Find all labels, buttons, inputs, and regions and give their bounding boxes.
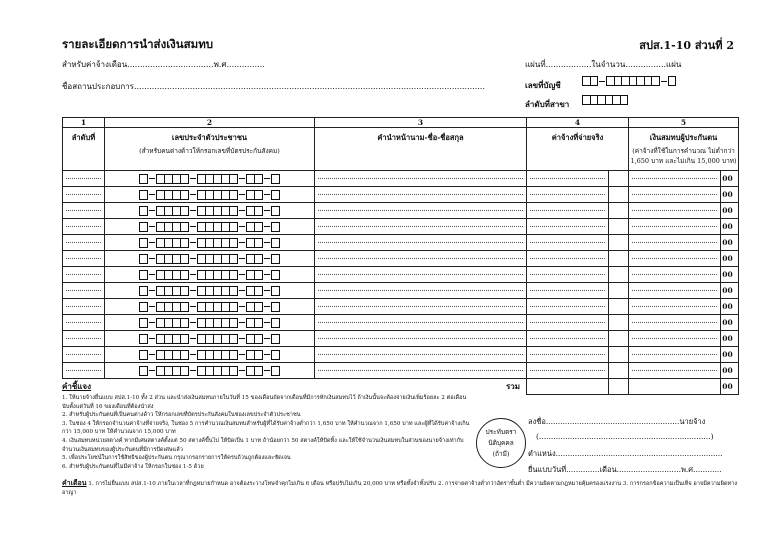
warning-block <box>62 478 738 498</box>
col-number: 2 <box>105 118 315 128</box>
header-id <box>105 128 315 171</box>
account-no-label: เลขที่บัญชี <box>525 80 561 90</box>
warning-text: 1. การไม่ยื่นแบบ สปส.1-10 ภายในเวลาที่กฎหมายกำหนด อาจต้องระวางโทษจำคุกไม่เกิน 6 เดือน หรือปรับไม่เกิน 20,000 บาท หรือทั้งจำทั้งปรับ 2. การจ่ายค่าจ้างต่ำกว่าอัตราขั้นต่ำ มีความผิดตามกฎหมายคุ้มครองแรงงาน 3. การกรอกข้อความเป็นเท็จ อาจมีความผิดทางอาญา <box>62 481 738 496</box>
name-cell[interactable] <box>315 283 527 299</box>
table-row <box>63 171 739 187</box>
contribution-cell[interactable] <box>629 363 721 379</box>
table-row <box>63 315 739 331</box>
wage-cell[interactable] <box>527 363 609 379</box>
name-cell[interactable] <box>315 171 527 187</box>
contribution-cents: 00 <box>721 187 739 203</box>
header-wage: ค่าจ้างที่จ่ายจริง <box>527 128 629 171</box>
id-cell[interactable] <box>105 251 315 267</box>
table-row <box>63 363 739 379</box>
col-number: 3 <box>315 118 527 128</box>
header-name: คำนำหน้านาม-ชื่อ-ชื่อสกุล <box>315 128 527 171</box>
table-row <box>63 203 739 219</box>
name-cell[interactable] <box>315 363 527 379</box>
name-cell[interactable] <box>315 315 527 331</box>
wage-cell[interactable] <box>527 235 609 251</box>
name-cell[interactable] <box>315 251 527 267</box>
id-cell[interactable] <box>105 363 315 379</box>
wage-satang-cell[interactable] <box>609 315 629 331</box>
contribution-cents: 00 <box>721 283 739 299</box>
wage-satang-cell[interactable] <box>609 267 629 283</box>
wage-satang-cell[interactable] <box>609 363 629 379</box>
wage-cell[interactable] <box>527 347 609 363</box>
id-cell[interactable] <box>105 235 315 251</box>
col-number: 1 <box>63 118 105 128</box>
wage-cell[interactable] <box>527 283 609 299</box>
contribution-cents: 00 <box>721 251 739 267</box>
wage-satang-cell[interactable] <box>609 171 629 187</box>
total-contribution-cell[interactable] <box>629 379 721 395</box>
id-cell[interactable] <box>105 331 315 347</box>
col-number: 5 <box>629 118 739 128</box>
contribution-cents: 00 <box>721 331 739 347</box>
name-cell[interactable] <box>315 187 527 203</box>
contribution-cell[interactable] <box>629 347 721 363</box>
seq-cell[interactable] <box>63 187 105 203</box>
wage-satang-cell[interactable] <box>609 299 629 315</box>
contribution-cell[interactable] <box>629 219 721 235</box>
seq-cell[interactable] <box>63 315 105 331</box>
contribution-cell[interactable] <box>629 299 721 315</box>
header-contribution-note: (ค่าจ้างที่ใช้ในการคำนวณ ไม่ต่ำกว่า 1,650 บาท และไม่เกิน 15,000 บาท) <box>630 147 737 165</box>
table-row <box>63 347 739 363</box>
id-cell[interactable] <box>105 347 315 363</box>
header-id-label: เลขประจำตัวประชาชน <box>171 133 248 142</box>
contribution-cents: 00 <box>721 347 739 363</box>
wage-cell[interactable] <box>527 187 609 203</box>
header-seq: ลำดับที่ <box>63 128 105 171</box>
id-cell[interactable] <box>105 187 315 203</box>
notes-heading: คำชี้แจง <box>62 381 92 391</box>
stamp-line: นิติบุคคล <box>488 438 514 447</box>
wage-cell[interactable] <box>527 171 609 187</box>
id-cell[interactable] <box>105 171 315 187</box>
contribution-cell[interactable] <box>629 283 721 299</box>
header-contribution-label: เงินสมทบผู้ประกันตน <box>649 133 718 142</box>
total-wage-satang-cell[interactable] <box>609 379 629 395</box>
contribution-cell[interactable] <box>629 331 721 347</box>
contribution-table <box>62 117 739 395</box>
stamp-line: (ถ้ามี) <box>492 449 510 458</box>
seq-cell[interactable] <box>63 299 105 315</box>
notes-block <box>62 394 472 471</box>
name-cell[interactable] <box>315 219 527 235</box>
wage-satang-cell[interactable] <box>609 347 629 363</box>
wage-cell[interactable] <box>527 315 609 331</box>
establishment-name-field[interactable]: ชื่อสถานประกอบการ.......................................................................................................................................... <box>62 82 485 91</box>
name-cell[interactable] <box>315 235 527 251</box>
wage-satang-cell[interactable] <box>609 283 629 299</box>
contribution-cents: 00 <box>721 315 739 331</box>
form-title: รายละเอียดการนำส่งเงินสมทบ <box>62 37 214 51</box>
id-cell[interactable] <box>105 283 315 299</box>
wage-cell[interactable] <box>527 267 609 283</box>
seq-cell[interactable] <box>63 251 105 267</box>
contribution-cents: 00 <box>721 299 739 315</box>
id-cell[interactable] <box>105 203 315 219</box>
header-contribution <box>629 128 739 171</box>
note-line: 6. สำหรับผู้ประกันตนที่ไม่มีค่าจ้าง ให้กรอกในช่อง 1-5 ด้วย <box>62 463 204 470</box>
signature-name-line[interactable]: (........................................................................) <box>536 432 714 441</box>
contribution-cell[interactable] <box>629 315 721 331</box>
company-stamp-circle <box>476 418 526 468</box>
wage-satang-cell[interactable] <box>609 251 629 267</box>
wage-satang-cell[interactable] <box>609 235 629 251</box>
table-row <box>63 283 739 299</box>
seq-cell[interactable] <box>63 219 105 235</box>
contribution-cell[interactable] <box>629 187 721 203</box>
note-line: 5. เพื่อประโยชน์ในการใช้สิทธิของผู้ประกันตน กรุณากรอกรายการให้ครบถ้วนถูกต้องและชัดเจน <box>62 455 291 462</box>
total-wage-cell[interactable] <box>527 379 609 395</box>
name-cell[interactable] <box>315 331 527 347</box>
seq-cell[interactable] <box>63 171 105 187</box>
account-no-boxes[interactable] <box>582 76 676 86</box>
table-row <box>63 219 739 235</box>
id-cell[interactable] <box>105 315 315 331</box>
id-cell[interactable] <box>105 299 315 315</box>
stamp-line: ประทับตรา <box>485 427 517 436</box>
table-row <box>63 187 739 203</box>
wage-satang-cell[interactable] <box>609 219 629 235</box>
wage-cell[interactable] <box>527 219 609 235</box>
seq-cell[interactable] <box>63 267 105 283</box>
header-id-note: (สำหรับคนต่างด้าวให้กรอกเลขที่บัตรประกันสังคม) <box>139 147 280 155</box>
table-row <box>63 235 739 251</box>
wage-cell[interactable] <box>527 251 609 267</box>
name-cell[interactable] <box>315 267 527 283</box>
seq-cell[interactable] <box>63 283 105 299</box>
id-cell[interactable] <box>105 267 315 283</box>
table-row <box>63 299 739 315</box>
submit-date-line[interactable]: ยื่นแบบวันที่..............เดือน...........................พ.ศ............ <box>528 465 722 474</box>
name-cell[interactable] <box>315 347 527 363</box>
id-cell[interactable] <box>105 219 315 235</box>
name-cell[interactable] <box>315 299 527 315</box>
wage-cell[interactable] <box>527 331 609 347</box>
seq-cell[interactable] <box>63 235 105 251</box>
note-line: 2. สำหรับผู้ประกันตนที่เป็นคนต่างด้าว ให้กรอกเลขที่บัตรประกันสังคมในช่องเลขประจำตัวประชาชน <box>62 412 301 419</box>
branch-no-label: ลำดับที่สาขา <box>525 99 570 109</box>
contribution-cents: 00 <box>721 267 739 283</box>
contribution-cents: 00 <box>721 203 739 219</box>
contribution-cell[interactable] <box>629 235 721 251</box>
contribution-cents: 00 <box>721 219 739 235</box>
position-line[interactable]: ตำแหน่ง...................................................................... <box>528 449 723 458</box>
seq-cell[interactable] <box>63 347 105 363</box>
wage-cell[interactable] <box>527 299 609 315</box>
total-label: รวม <box>63 379 527 395</box>
contribution-cell[interactable] <box>629 171 721 187</box>
sheet-number-field[interactable]: แผ่นที่..................ในจำนวน................แผ่น <box>525 60 682 69</box>
total-cents: 00 <box>721 379 739 395</box>
note-line: 4. เงินสมทบหน่วยสตางค์ หากมีเศษสตางค์ตั้งแต่ 50 สตางค์ขึ้นไป ให้ปัดเป็น 1 บาท ถ้าน้อยกว่า 50 สตางค์ให้ปัดทิ้ง และให้ใช้จำนวนเงินสมทบในส่วนของนายจ้างเท่ากับจำนวนเงินสมทบของผู้ประกันตนที่มีการปัดเศษแล้ว <box>62 437 464 453</box>
seq-cell[interactable] <box>63 331 105 347</box>
contribution-cell[interactable] <box>629 267 721 283</box>
signature-line[interactable]: ลงชื่อ........................................................นายจ้าง <box>528 417 706 426</box>
contribution-cents: 00 <box>721 363 739 379</box>
contribution-cents: 00 <box>721 171 739 187</box>
warning-label: คำเตือน <box>62 478 87 487</box>
wage-satang-cell[interactable] <box>609 331 629 347</box>
branch-no-boxes[interactable] <box>582 95 628 105</box>
contribution-cell[interactable] <box>629 203 721 219</box>
col-number: 4 <box>527 118 629 128</box>
contribution-cell[interactable] <box>629 251 721 267</box>
seq-cell[interactable] <box>63 203 105 219</box>
note-line: 3. ในช่อง 4 ให้กรอกจำนวนค่าจ้างที่จ่ายจริง, ในช่อง 5 การคำนวณเงินสมทบสำหรับผู้ที่ได้รับค่าจ้างต่ำกว่า 1,650 บาท ให้คำนวณจาก 1,650 บาท และผู้ที่ได้รับค่าจ้างเกินกว่า 15,000 บาท ให้คำนวณจาก 15,000 บาท <box>62 420 470 436</box>
seq-cell[interactable] <box>63 363 105 379</box>
table-row <box>63 251 739 267</box>
wage-satang-cell[interactable] <box>609 203 629 219</box>
form-code: สปส.1-10 ส่วนที่ 2 <box>639 39 734 52</box>
table-row <box>63 331 739 347</box>
wage-month-field[interactable]: สำหรับค่าจ้างเดือน..................................พ.ศ............... <box>62 60 265 69</box>
contribution-cents: 00 <box>721 235 739 251</box>
wage-cell[interactable] <box>527 203 609 219</box>
table-row <box>63 267 739 283</box>
note-line: 1. ให้นายจ้างยื่นแบบ สปส.1-10 ทั้ง 2 ส่วน และนำส่งเงินสมทบภายในวันที่ 15 ของเดือนถัดจากเดือนที่มีการหักเงินสมทบไว้ ถ้าเงินนั้นจะต้องจ่ายเงินเพิ่มร้อยละ 2 ต่อเดือน นับตั้งแต่วันที่ 16 ของเดือนที่ต้องนำส่ง <box>62 395 467 410</box>
name-cell[interactable] <box>315 203 527 219</box>
wage-satang-cell[interactable] <box>609 187 629 203</box>
